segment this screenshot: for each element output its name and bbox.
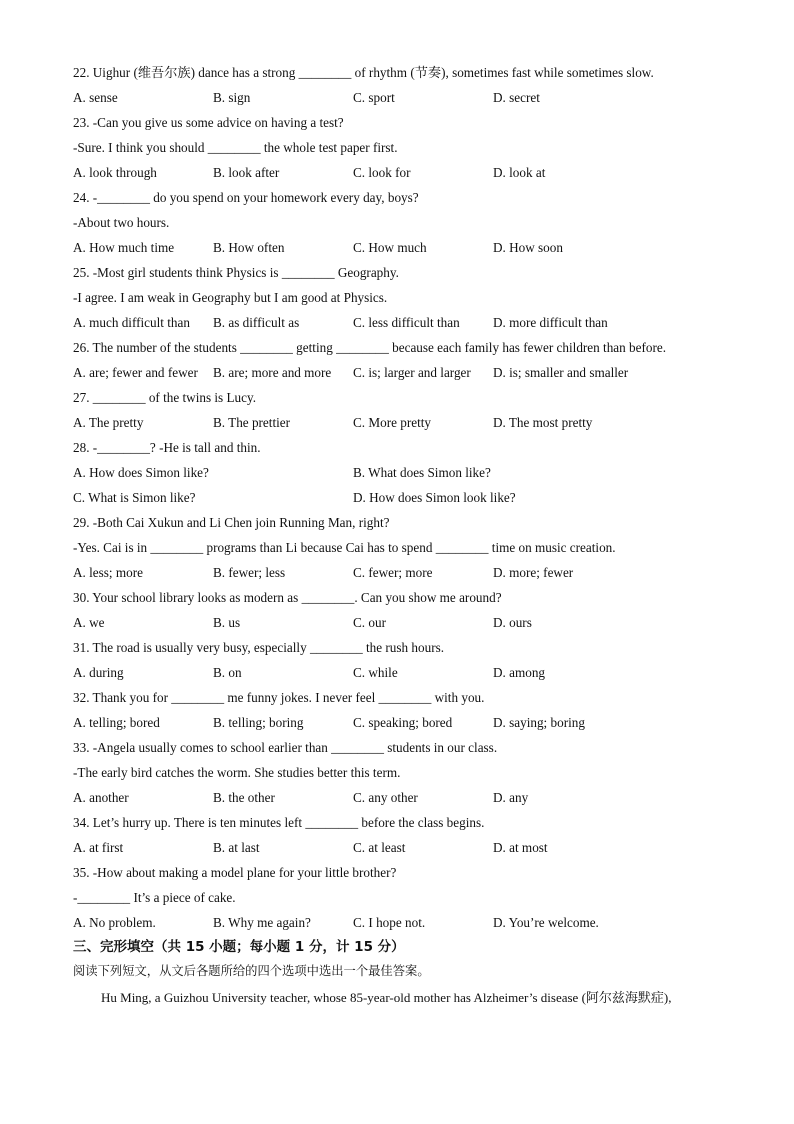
option-a: A. at first: [73, 840, 124, 855]
option-c: C. fewer; more: [353, 565, 433, 580]
option-c: C. less difficult than: [353, 315, 460, 330]
question-34-stem: 34. Let’s hurry up. There is ten minutes left ________ before the class begins.: [73, 815, 485, 830]
option-d: D. any: [493, 790, 529, 805]
option-a: A. we: [73, 615, 105, 630]
option-c: C. while: [353, 665, 398, 680]
option-b: B. How often: [213, 240, 285, 255]
option-a: A. much difficult than: [73, 315, 190, 330]
question-24-stem: 24. -________ do you spend on your homework every day, boys?: [73, 190, 419, 205]
question-29-stem: 29. -Both Cai Xukun and Li Chen join Running Man, right?: [73, 515, 390, 530]
option-b: B. on: [213, 665, 242, 680]
question-27-stem: 27. ________ of the twins is Lucy.: [73, 390, 257, 405]
option-a: A. less; more: [73, 565, 143, 580]
question-25-options: [73, 313, 753, 333]
question-31-options: [73, 663, 753, 683]
option-b: B. Why me again?: [213, 915, 311, 930]
question-22-options: [73, 88, 753, 108]
option-d: D. more; fewer: [493, 565, 574, 580]
question-25-stem: 25. -Most girl students think Physics is ________ Geography.: [73, 265, 399, 280]
question-29-options: [73, 563, 753, 583]
question-35-stem: 35. -How about making a model plane for your little brother?: [73, 865, 397, 880]
option-c: C. is; larger and larger: [353, 365, 471, 380]
option-d: D. saying; boring: [493, 715, 585, 730]
question-34-options: [73, 838, 753, 858]
question-24-options: [73, 238, 753, 258]
question-26-options: [73, 363, 753, 383]
question-22-stem: 22. Uighur (维吾尔族) dance has a strong ________ of rhythm (节奏), sometimes fast while sometimes slow.: [73, 65, 654, 80]
option-b: B. sign: [213, 90, 251, 105]
option-d: D. secret: [493, 90, 540, 105]
option-b: B. as difficult as: [213, 315, 300, 330]
question-33-stem: 33. -Angela usually comes to school earlier than ________ students in our class.: [73, 740, 498, 755]
option-a: A. sense: [73, 90, 118, 105]
question-27-options: [73, 413, 753, 433]
option-d: D. more difficult than: [493, 315, 608, 330]
question-25-response: -I agree. I am weak in Geography but I am good at Physics.: [73, 290, 388, 305]
option-a: A. telling; bored: [73, 715, 160, 730]
option-a: A. another: [73, 790, 129, 805]
option-c: C. How much: [353, 240, 427, 255]
option-c: C. at least: [353, 840, 406, 855]
question-30-stem: 30. Your school library looks as modern as ________. Can you show me around?: [73, 590, 502, 605]
option-d: D. at most: [493, 840, 548, 855]
question-28-options-row2: [73, 488, 753, 508]
option-d: D. The most pretty: [493, 415, 593, 430]
question-26-stem: 26. The number of the students ________ getting ________ because each family has fewer children than before.: [73, 340, 667, 355]
question-32-stem: 32. Thank you for ________ me funny jokes. I never feel ________ with you.: [73, 690, 485, 705]
question-33-response: -The early bird catches the worm. She studies better this term.: [73, 765, 401, 780]
question-23-stem: 23. -Can you give us some advice on having a test?: [73, 115, 344, 130]
question-29-response: -Yes. Cai is in ________ programs than Li because Cai has to spend ________ time on music creation.: [73, 540, 616, 555]
option-d: D. You’re welcome.: [493, 915, 599, 930]
option-a: A. How does Simon like?: [73, 465, 209, 480]
question-28-stem: 28. -________? -He is tall and thin.: [73, 440, 261, 455]
question-35-response: -________ It’s a piece of cake.: [73, 890, 236, 905]
option-c: C. What is Simon like?: [73, 490, 196, 505]
option-c: C. I hope not.: [353, 915, 426, 930]
question-31-stem: 31. The road is usually very busy, especially ________ the rush hours.: [73, 640, 445, 655]
option-d: D. look at: [493, 165, 546, 180]
option-b: B. look after: [213, 165, 280, 180]
option-b: B. What does Simon like?: [353, 465, 491, 480]
option-c: C. any other: [353, 790, 418, 805]
option-a: A. during: [73, 665, 124, 680]
passage-first-line: Hu Ming, a Guizhou University teacher, whose 85-year-old mother has Alzheimer’s disease (阿尔兹海默症),: [101, 990, 672, 1005]
option-b: B. us: [213, 615, 241, 630]
option-b: B. telling; boring: [213, 715, 304, 730]
question-35-options: [73, 913, 753, 933]
option-c: C. sport: [353, 90, 395, 105]
option-a: A. No problem.: [73, 915, 156, 930]
question-33-options: [73, 788, 753, 808]
option-c: C. look for: [353, 165, 411, 180]
option-b: B. are; more and more: [213, 365, 332, 380]
question-23-response: -Sure. I think you should ________ the whole test paper first.: [73, 140, 398, 155]
option-b: B. The prettier: [213, 415, 291, 430]
option-a: A. How much time: [73, 240, 175, 255]
question-32-options: [73, 713, 753, 733]
option-a: A. look through: [73, 165, 157, 180]
option-d: D. How does Simon look like?: [353, 490, 516, 505]
option-d: D. ours: [493, 615, 532, 630]
option-a: A. The pretty: [73, 415, 144, 430]
option-d: D. is; smaller and smaller: [493, 365, 629, 380]
option-b: B. at last: [213, 840, 260, 855]
question-23-options: [73, 163, 753, 183]
section-instruction: 阅读下列短文，从文后各题所给的四个选项中选出一个最佳答案。: [73, 964, 430, 978]
option-c: C. our: [353, 615, 386, 630]
question-24-response: -About two hours.: [73, 215, 170, 230]
question-28-options-row1: [73, 463, 753, 483]
question-30-options: [73, 613, 753, 633]
option-a: A. are; fewer and fewer: [73, 365, 198, 380]
option-b: B. the other: [213, 790, 275, 805]
option-c: C. speaking; bored: [353, 715, 453, 730]
option-c: C. More pretty: [353, 415, 432, 430]
section-heading: 三、完形填空（共 15 小题；每小题 1 分，计 15 分）: [73, 939, 405, 955]
option-b: B. fewer; less: [213, 565, 286, 580]
option-d: D. among: [493, 665, 546, 680]
option-d: D. How soon: [493, 240, 563, 255]
